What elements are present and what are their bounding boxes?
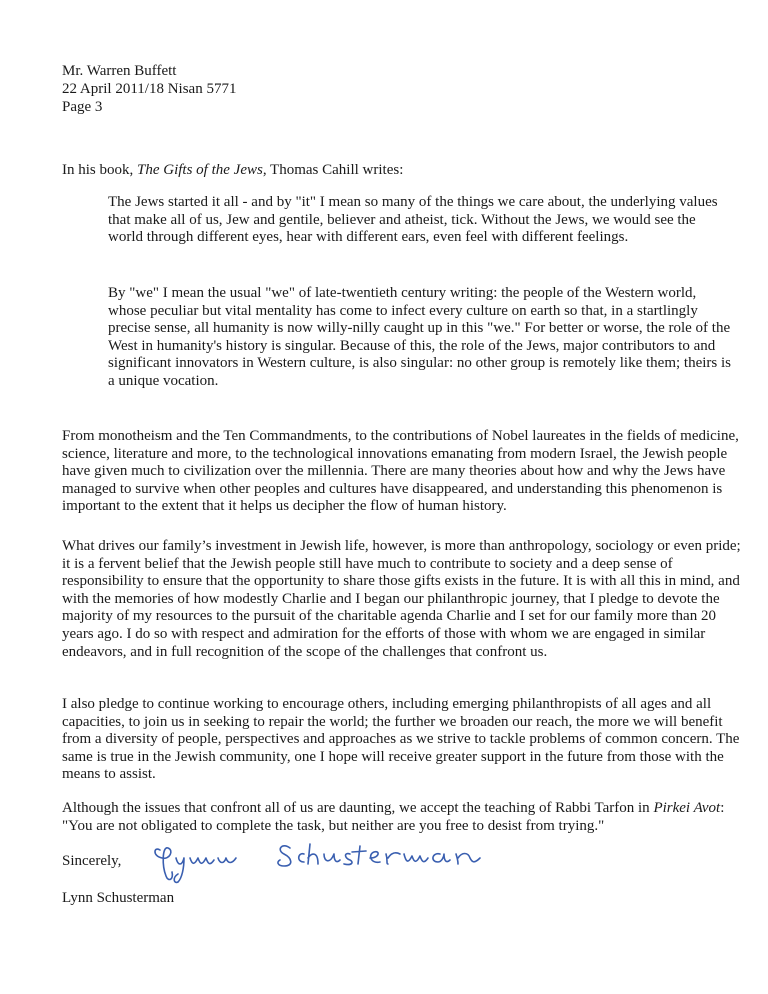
signatory-name: Lynn Schusterman — [62, 890, 175, 906]
intro-text-before: In his book, — [62, 162, 137, 178]
handwritten-signature — [148, 836, 498, 886]
intro-paragraph — [62, 162, 742, 180]
intro-text-after: , Thomas Cahill writes: — [262, 162, 404, 178]
book-title: The Gifts of the Jews — [137, 162, 263, 178]
date-line: 22 April 2011/18 Nisan 5771 — [62, 81, 237, 97]
block-quote-paragraph-1: The Jews started it all - and by "it" I mean so many of the things we care about, the underlying values that make all of us, Jew and gentile, believer and atheist, tick. Without the Jews, we would see the world through different eyes, hear with different ears, even feel with different feelings. — [108, 194, 718, 246]
body-paragraph-2: What drives our family’s investment in Jewish life, however, is more than anthropology, sociology or even pride; it is a fervent belief that the Jewish people still have much to contribute to society and a deep sense of responsibility to ensure that the opportunity to share those gifts exists in the future. It is with all this in mind, and with the memories of how modestly Charlie and I began our philanthropic journey, that I pledge to devote the majority of my resources to the pursuit of the charitable agenda Charlie and I set for our family more than 20 years ago. I do so with respect and admiration for the efforts of those with whom we are engaged in similar endeavors, and in full recognition of the scope of the challenges that confront us. — [62, 538, 741, 660]
p4-text-before: Although the issues that confront all of us are daunting, we accept the teaching of Rabbi Tarfon in — [62, 800, 654, 816]
p4-text-after: : "You are not obligated to complete the task, but neither are you free to desist from trying." — [62, 800, 725, 834]
page-number: Page 3 — [62, 99, 103, 115]
pirkei-avot-title: Pirkei Avot — [653, 800, 721, 816]
recipient-line: Mr. Warren Buffett — [62, 63, 177, 79]
body-paragraph-1: From monotheism and the Ten Commandments, to the contributions of Nobel laureates in the fields of medicine, science, literature and more, to the technological innovations emanating from modern Israel, the Jewish people have given much to civilization over the millennia. There are many theories about how and why the Jews have managed to survive when other peoples and cultures have disappeared, and understanding this phenomenon is important to the extent that it helps us decipher the flow of human history. — [62, 428, 739, 515]
body-paragraph-3: I also pledge to continue working to encourage others, including emerging philanthropists of all ages and all capacities, to join us in seeking to repair the world; the further we broaden our reach, the more we will benefit from a diversity of people, perspectives and approaches as we strive to tackle problems of common concern. The same is true in the Jewish community, one I hope will receive greater support in the future from those with the means to assist. — [62, 696, 740, 783]
body-paragraph-4 — [62, 800, 742, 835]
block-quote-paragraph-2: By "we" I mean the usual "we" of late-twentieth century writing: the people of the Western world, whose peculiar but vital mentality has come to infect every culture on earth so that, in a startlingly precise sense, all humanity is now willy-nilly caught up in this "we." For better or worse, the role of the West in humanity's history is singular. Because of this, the role of the Jews, major contributors to and significant innovators in Western culture, is also singular: no other group is remotely like them; theirs is a unique vocation. — [108, 285, 731, 389]
closing-salutation: Sincerely, — [62, 853, 122, 869]
letter-header — [62, 62, 236, 116]
